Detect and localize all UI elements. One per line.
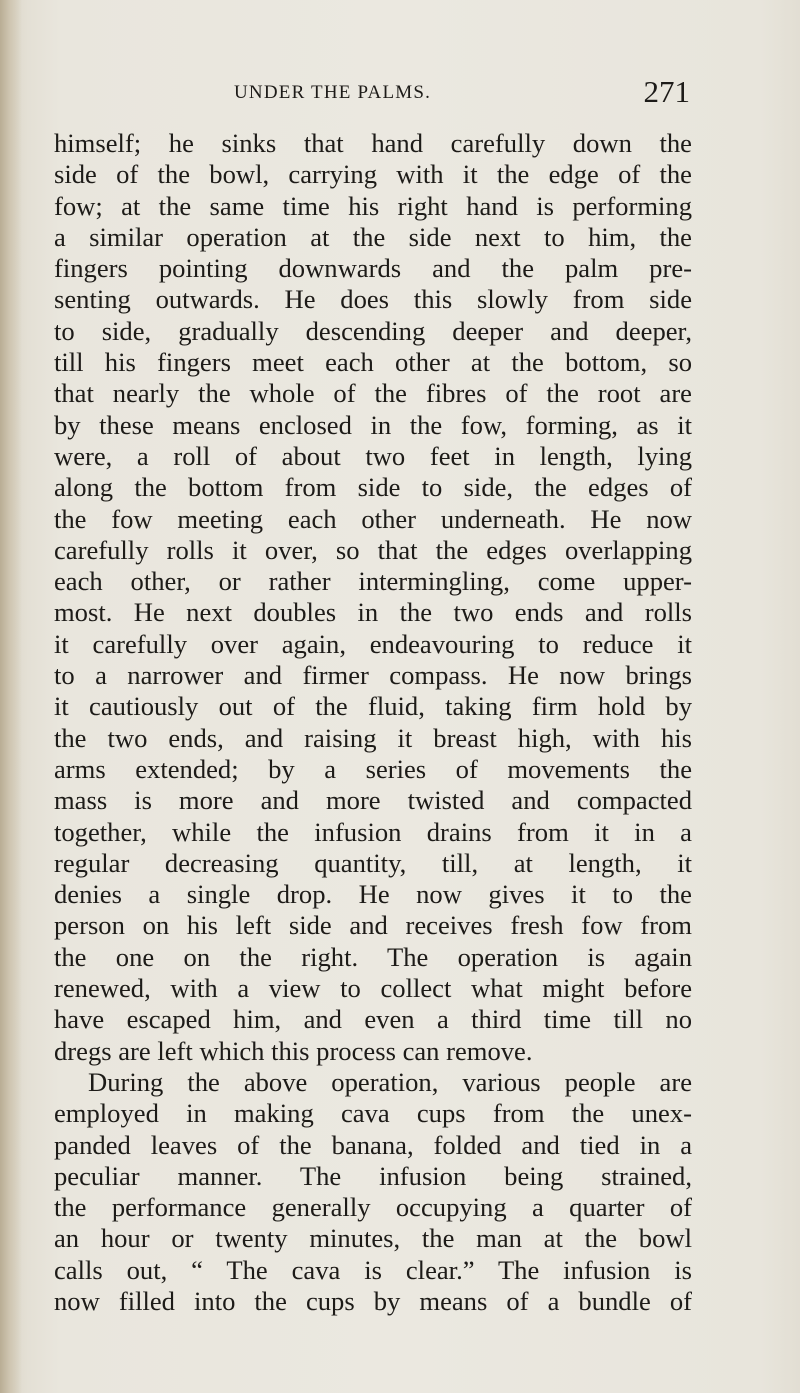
- text-line: senting outwards. He does this slowly from side: [54, 284, 692, 315]
- text-line: side of the bowl, carrying with it the edge of the: [54, 159, 692, 190]
- text-line: the performance generally occupying a quarter of: [54, 1192, 692, 1223]
- text-line: the one on the right. The operation is again: [54, 941, 692, 972]
- text-line: During the above operation, various people are: [88, 1066, 692, 1097]
- text-line: that nearly the whole of the fibres of the root are: [54, 378, 692, 409]
- text-line: person on his left side and receives fresh fow from: [54, 910, 692, 941]
- text-line: himself; he sinks that hand carefully down the: [54, 128, 692, 158]
- text-line: now filled into the cups by means of a bundle of: [54, 1285, 692, 1316]
- running-head: [54, 74, 690, 114]
- text-line: carefully rolls it over, so that the edges overlapping: [54, 534, 692, 565]
- text-line: fingers pointing downwards and the palm pre-: [54, 253, 692, 284]
- text-line: peculiar manner. The infusion being strained,: [54, 1160, 692, 1191]
- text-line: each other, or rather intermingling, come upper-: [54, 566, 692, 597]
- text-line: regular decreasing quantity, till, at length, it: [54, 847, 692, 878]
- text-line: to a narrower and firmer compass. He now brings: [54, 660, 692, 691]
- text-line: to side, gradually descending deeper and deeper,: [54, 315, 692, 346]
- text-line: panded leaves of the banana, folded and tied in a: [54, 1129, 692, 1160]
- text-line: fow; at the same time his right hand is performing: [54, 190, 692, 221]
- binding-gutter-shadow: [0, 0, 22, 1393]
- text-line: an hour or twenty minutes, the man at the bowl: [54, 1223, 692, 1254]
- text-line: arms extended; by a series of movements the: [54, 753, 692, 784]
- text-line: have escaped him, and even a third time till no: [54, 1004, 692, 1035]
- text-line: calls out, “ The cava is clear.” The infusion is: [54, 1254, 692, 1285]
- text-line: it cautiously out of the fluid, taking firm hold by: [54, 691, 692, 722]
- text-line: a similar operation at the side next to him, the: [54, 221, 692, 252]
- text-line: denies a single drop. He now gives it to the: [54, 879, 692, 910]
- body-text: [54, 128, 692, 1317]
- text-line: renewed, with a view to collect what might before: [54, 973, 692, 1004]
- page-number: 271: [643, 74, 690, 109]
- text-line: dregs are left which this process can remove.: [54, 1035, 533, 1066]
- text-line: were, a roll of about two feet in length, lying: [54, 440, 692, 471]
- text-line: the fow meeting each other underneath. He now: [54, 503, 692, 534]
- text-line: together, while the infusion drains from it in a: [54, 816, 692, 847]
- text-line: it carefully over again, endeavouring to reduce it: [54, 628, 692, 659]
- text-line: mass is more and more twisted and compacted: [54, 785, 692, 816]
- text-line: till his fingers meet each other at the bottom, so: [54, 347, 692, 378]
- text-line: along the bottom from side to side, the edges of: [54, 472, 692, 503]
- text-line: the two ends, and raising it breast high, with his: [54, 722, 692, 753]
- text-line: by these means enclosed in the fow, forming, as it: [54, 409, 692, 440]
- text-line: employed in making cava cups from the unex-: [54, 1098, 692, 1129]
- text-line: most. He next doubles in the two ends and rolls: [54, 597, 692, 628]
- running-title: UNDER THE PALMS.: [234, 82, 432, 103]
